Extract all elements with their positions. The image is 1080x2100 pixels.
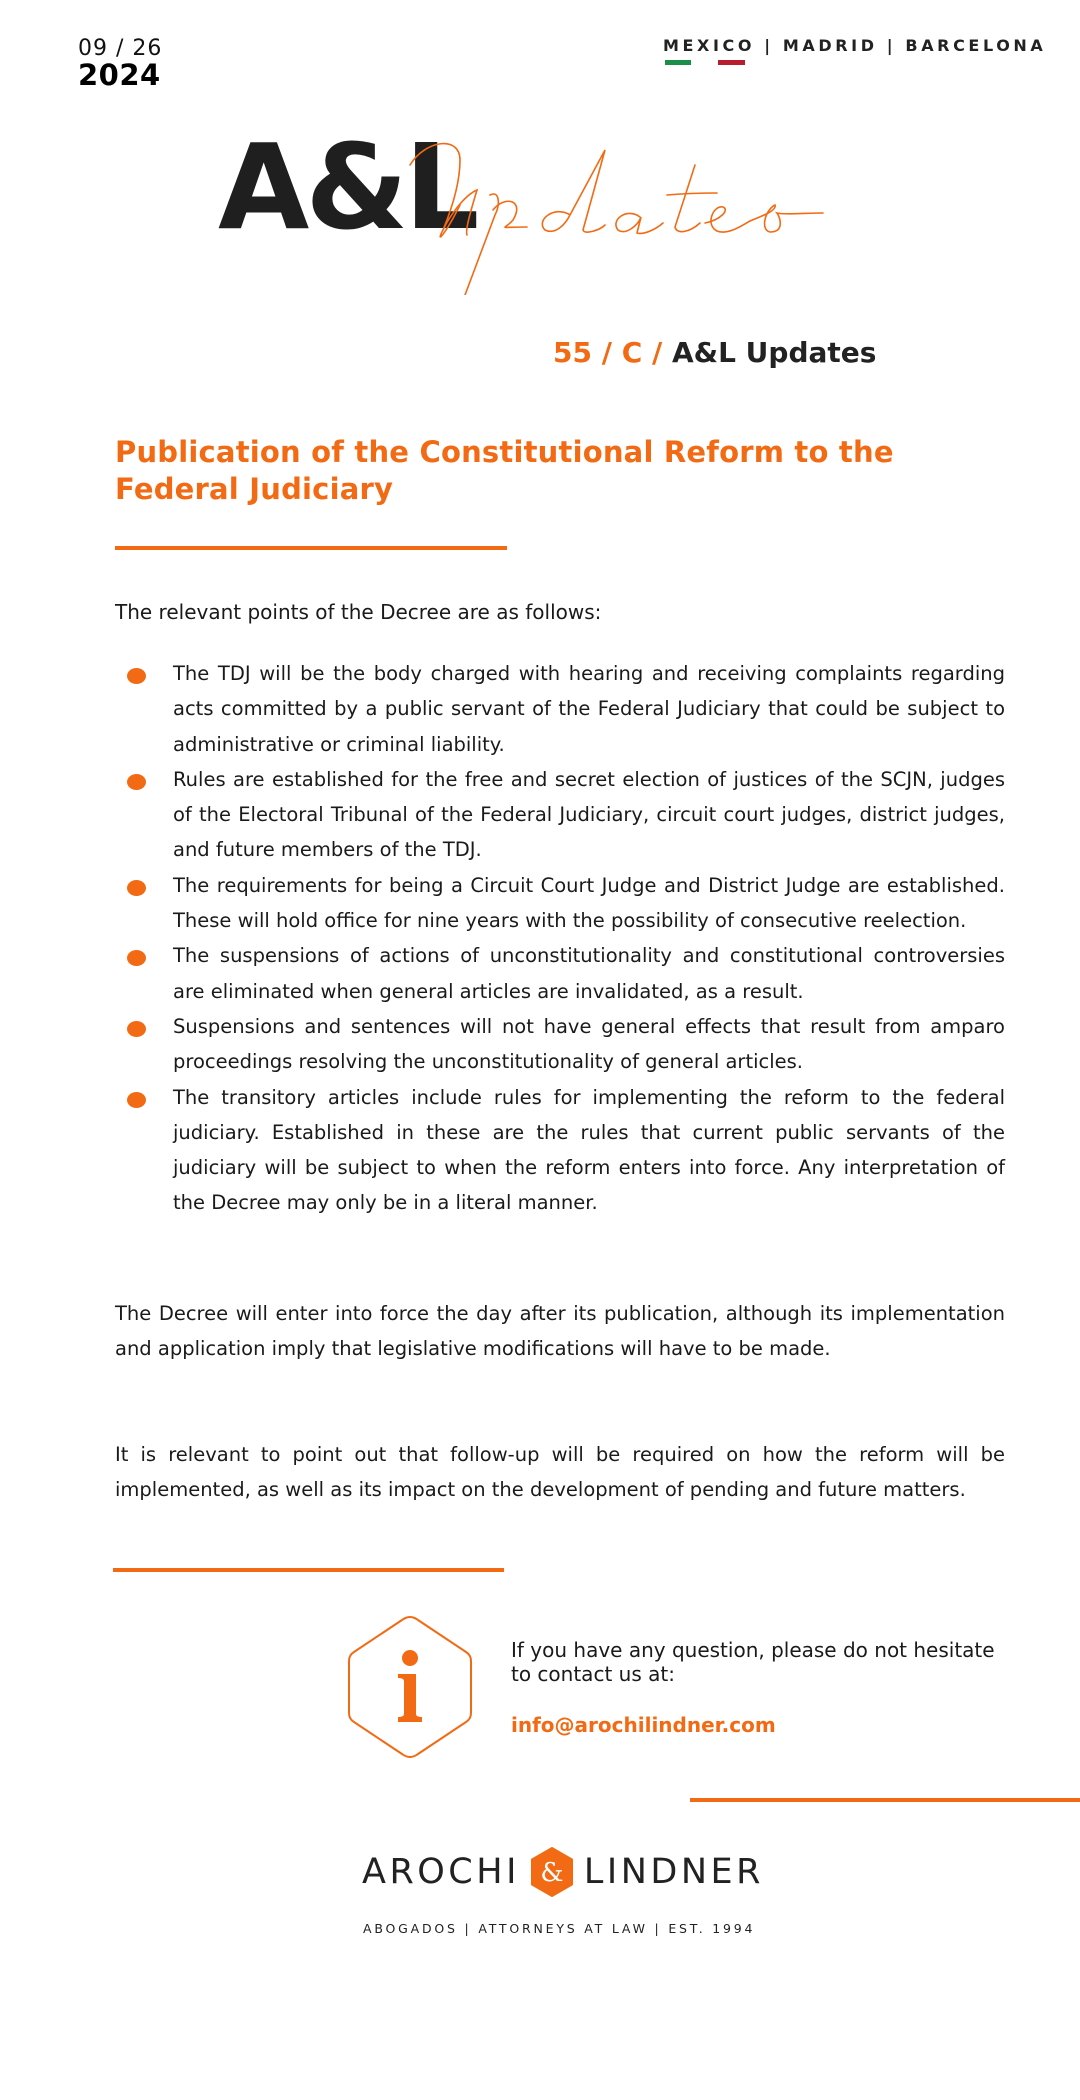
bullet-dot-icon	[127, 1092, 146, 1108]
list-item: Rules are established for the free and secret election of justices of the SCJN, judges of the Electoral Tribunal of the Federal Judiciary, circuit court judges, district judges, and future members of the TDJ.	[115, 762, 1005, 868]
list-item: The transitory articles include rules for implementing the reform to the federal judiciary. Established in these are the rules that current public servants of the judiciary will be subject to when the reform enters into force. Any interpretation of the Decree may only be in a literal manner.	[115, 1080, 1005, 1221]
firm-logo	[362, 1846, 764, 1898]
bullet-dot-icon	[127, 950, 146, 966]
bullet-dot-icon	[127, 774, 146, 790]
issue-label	[553, 336, 876, 369]
decree-points-list	[115, 656, 1005, 1221]
list-item: The TDJ will be the body charged with hearing and receiving complaints regarding acts committed by a public servant of the Federal Judiciary that could be subject to administrative or criminal liability.	[115, 656, 1005, 762]
logo-word-right: LINDNER	[583, 1852, 764, 1892]
contact-email-link[interactable]: info@arochilindner.com	[511, 1713, 776, 1737]
article-intro: The relevant points of the Decree are as follows:	[115, 600, 602, 624]
footer-divider	[690, 1798, 1080, 1802]
bullet-dot-icon	[127, 668, 146, 684]
issue-number: 55	[553, 336, 592, 369]
info-icon	[346, 1614, 474, 1760]
section-divider	[113, 1568, 504, 1572]
issue-series: C	[621, 336, 643, 369]
updates-script-logo	[405, 135, 825, 295]
logo-word-left: AROCHI	[362, 1852, 520, 1892]
list-item: The requirements for being a Circuit Court Judge and District Judge are established. These will hold office for nine years with the possibility of consecutive reelection.	[115, 868, 1005, 939]
title-divider	[115, 546, 507, 550]
list-item: Suspensions and sentences will not have general effects that result from amparo proceedings resolving the unconstitutionality of general articles.	[115, 1009, 1005, 1080]
flag-green-bar	[665, 60, 691, 65]
article-paragraph-follow-up: It is relevant to point out that follow-up will be required on how the reform will be implemented, as well as its impact on the development of pending and future matters.	[115, 1443, 1005, 1502]
contact-message: If you have any question, please do not hesitate to contact us at:	[511, 1638, 995, 1686]
issue-publication-name: A&L Updates	[672, 336, 877, 369]
masthead-brand: A&L	[218, 118, 476, 256]
list-item: The suspensions of actions of unconstitutionality and constitutional controversies are eliminated when general articles are invalidated, as a result.	[115, 938, 1005, 1009]
issue-date-month-day: 09 / 26	[78, 36, 163, 61]
article-paragraph-entry-into-force: The Decree will enter into force the day after its publication, although its implementation and application imply that legislative modifications will have to be made.	[115, 1302, 1005, 1361]
issue-separator: /	[601, 336, 612, 369]
svg-text:&: &	[540, 1858, 564, 1888]
flag-red-bar	[718, 60, 745, 65]
bullet-dot-icon	[127, 1021, 146, 1037]
ampersand-hex-logo-icon	[530, 1847, 574, 1897]
issue-date-year: 2024	[78, 58, 161, 92]
firm-tagline: ABOGADOS | ATTORNEYS AT LAW | EST. 1994	[363, 1921, 756, 1936]
article-title: Publication of the Constitutional Reform to the Federal Judiciary	[115, 435, 894, 506]
office-locations: MEXICO | MADRID | BARCELONA	[663, 36, 1047, 55]
bullet-dot-icon	[127, 880, 146, 896]
issue-separator: /	[652, 336, 663, 369]
